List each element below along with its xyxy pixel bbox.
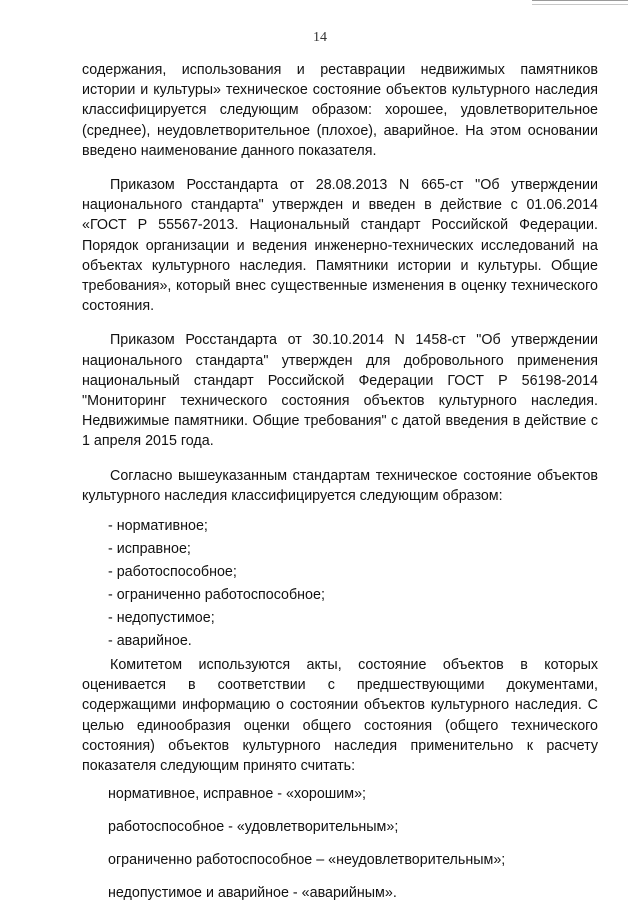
page-number: 14 bbox=[313, 30, 327, 45]
mapping-list bbox=[82, 784, 598, 903]
list-item: недопустимое и аварийное - «аварийным». bbox=[108, 885, 397, 902]
paragraph-gost-55567: Приказом Росстандарта от 28.08.2013 N 665-ст "Об утверждении национального стандарта" утвержден и введен в действие с 01.06.2014 «ГОСТ Р 55567-2013. Национальный стандарт Российской Федерации. Порядок организации и ведения инженерно-технических исследований на объектах культурного наследия. Памятники истории и культуры. Общие требования», который внес существенные изменения в оценку технического состояния. bbox=[82, 177, 598, 315]
list-item: работоспособное - «удовлетворительным»; bbox=[108, 819, 399, 836]
paragraph-gost-56198: Приказом Росстандарта от 30.10.2014 N 1458-ст "Об утверждении национального стандарта" утвержден для добровольного применения национальный стандарт Российской Федерации ГОСТ Р 56198-2014 "Мониторинг технического состояния объектов культурного наследия. Недвижимые памятники. Общие требования" с датой введения в действие с 1 апреля 2015 года. bbox=[82, 332, 598, 450]
list-item: - работоспособное; bbox=[108, 564, 237, 581]
paragraph-continuation: содержания, использования и реставрации недвижимых памятников истории и культуры» техническое состояние объектов культурного наследия классифицируется следующим образом: хорошее, удовлетворительное (среднее), неудовлетворительное (плохое), аварийное. На этом основании введено наименование данного показателя. bbox=[82, 62, 598, 159]
paragraph-classification-intro: Согласно вышеуказанным стандартам техническое состояние объектов культурного наследия классифицируется следующим образом: bbox=[82, 467, 598, 504]
list-item: - ограниченно работоспособное; bbox=[108, 587, 325, 604]
list-item: - нормативное; bbox=[108, 518, 208, 535]
state-list bbox=[82, 516, 598, 651]
list-item: - аварийное. bbox=[108, 633, 192, 650]
list-item: - недопустимое; bbox=[108, 610, 215, 627]
list-item: - исправное; bbox=[108, 541, 191, 558]
document-body bbox=[82, 60, 598, 916]
list-item: нормативное, исправное - «хорошим»; bbox=[108, 786, 367, 803]
list-item: ограниченно работоспособное – «неудовлетворительным»; bbox=[108, 852, 506, 869]
paragraph-committee: Комитетом используются акты, состояние объектов в которых оценивается в соответствии с предшествующими документами, содержащими информацию о состоянии объектов культурного наследия. С целью единообразия оценки общего состояния (общего технического состояния) объектов культурного наследия применительно к расчету показателя следующим принято считать: bbox=[82, 657, 598, 775]
page-corner-mark bbox=[532, 0, 628, 5]
